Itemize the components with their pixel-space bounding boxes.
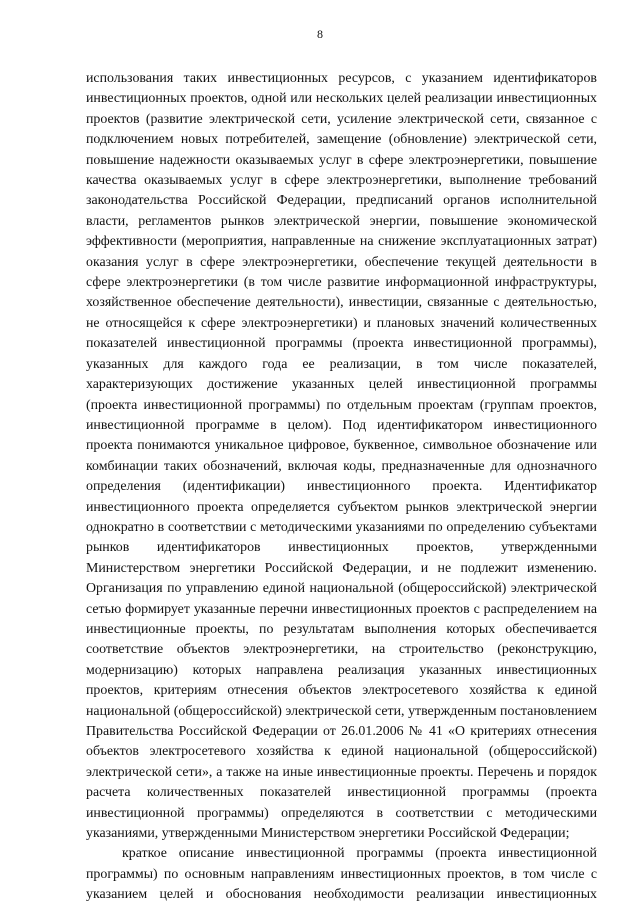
body-text [86, 69, 597, 906]
paragraph-investment-resources: использования таких инвестиционных ресурсов, с указанием идентификаторов инвестиционных проектов, одной или нескольких целей реализации инвестиционных проектов (развитие электрической сети, усиление электрической сети, связанное с подключением новых потребителей, замещение (обновление) электрической сети, повышение надежности оказываемых услуг в сфере электроэнергетики, повышение качества оказываемых услуг в сфере электроэнергетики, выполнение требований законодательства Российской Федерации, предписаний органов исполнительной власти, регламентов рынков электрической энергии, повышение экономической эффективности (мероприятия, направленные на снижение эксплуатационных затрат) оказания услуг в сфере электроэнергетики, обеспечение текущей деятельности в сфере электроэнергетики (в том числе развитие информационной инфраструктуры, хозяйственное обеспечение деятельности), инвестиции, связанные с деятельностью, не относящейся к сфере электроэнергетики) и плановых значений количественных показателей инвестиционной программы (проекта инвестиционной программы), указанных для каждого года ее реализации, в том числе показателей, характеризующих достижение указанных целей инвестиционной программы (проекта инвестиционной программы) по отдельным проектам (группам проектов, инвестиционной программе в целом). Под идентификатором инвестиционного проекта понимаются уникальное цифровое, буквенное, символьное обозначение или комбинации таких обозначений, включая коды, предназначенные для однозначного определения (идентификации) инвестиционного проекта. Идентификатор инвестиционного проекта определяется субъектом рынков электрической энергии однократно в соответствии с методическими указаниями по определению субъектами рынков идентификаторов инвестиционных проектов, утвержденными Министерством энергетики Российской Федерации, и не подлежит изменению. Организация по управлению единой национальной (общероссийской) электрической сетью формирует указанные перечни инвестиционных проектов с распределением на инвестиционные проекты, по результатам выполнения которых обеспечивается соответствие объектов электроэнергетики, на строительство (реконструкцию, модернизацию) которых направлена реализация указанных инвестиционных проектов, критериям отнесения объектов электросетевого хозяйства к единой национальной (общероссийской) электрической сети, утвержденным постановлением Правительства Российской Федерации от 26.01.2006 № 41 «О критериях отнесения объектов электросетевого хозяйства к единой национальной (общероссийской) электрической сети», а также на иные инвестиционные проекты. Перечень и порядок расчета количественных показателей инвестиционной программы (проекта инвестиционной программы) определяются в соответствии с методическими указаниями, утвержденными Министерством энергетики Российской Федерации; [86, 71, 597, 842]
paragraph-brief-description: краткое описание инвестиционной программы (проекта инвестиционной программы) по основным направлениям инвестиционных проектов, в том числе с указанием целей и обоснования необходимости реализации инвестиционных [86, 846, 597, 903]
page-number: 8 [317, 27, 323, 41]
